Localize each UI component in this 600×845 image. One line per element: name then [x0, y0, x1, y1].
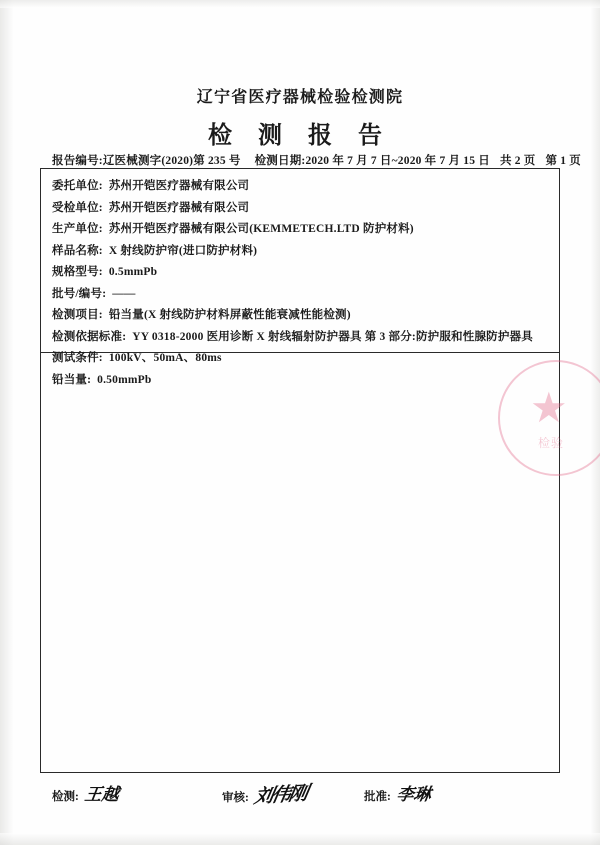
- signature-label: 批准:: [364, 791, 391, 803]
- organization-name: 辽宁省医疗器械检验检测院: [196, 89, 404, 106]
- test-date-value: 2020 年 7 月 7 日~2020 年 7 月 15 日: [305, 155, 490, 167]
- field-row: [52, 284, 552, 306]
- paper-edge-bottom: [0, 833, 600, 845]
- page-current: 第 1 页: [545, 155, 581, 167]
- field-value: X 射线防护帘(进口防护材料): [108, 244, 258, 257]
- paper-edge-top: [0, 0, 600, 8]
- field-value: 100kV、50mA、80ms: [108, 352, 222, 364]
- page-title: 检 测 报 告: [208, 123, 392, 149]
- divider-bottom: [40, 772, 560, 773]
- report-meta-line: [52, 152, 581, 168]
- field-label: 委托单位:: [52, 180, 103, 192]
- signature-tester: [52, 780, 119, 805]
- divider-right-vertical: [559, 168, 560, 772]
- field-row: [52, 219, 552, 241]
- signature-label: 检测:: [52, 791, 79, 803]
- field-label: 检测依据标准:: [52, 330, 127, 343]
- signature-name: 王越: [83, 785, 120, 805]
- divider-left-vertical: [40, 168, 41, 772]
- signature-approver: [364, 780, 431, 805]
- test-date-label: 检测日期:: [254, 155, 306, 167]
- signature-label: 审核:: [222, 792, 249, 804]
- field-row: [52, 198, 552, 220]
- fields-block: [52, 176, 552, 391]
- star-icon: ★: [530, 386, 568, 432]
- field-value: 苏州开铠医疗器械有限公司(KEMMETECH.LTD 防护材料): [108, 223, 414, 235]
- field-value: 苏州开铠医疗器械有限公司: [108, 201, 250, 214]
- field-row: [52, 176, 552, 198]
- seal-text: 检验: [538, 436, 565, 450]
- field-row: [52, 370, 552, 392]
- field-value: ——: [112, 287, 136, 300]
- field-label: 受检单位:: [52, 201, 103, 214]
- field-value: YY 0318-2000 医用诊断 X 射线辐射防护器具 第 3 部分:防护服和性腺防护器具: [132, 330, 533, 343]
- field-label: 铅当量:: [52, 373, 92, 386]
- field-row: [52, 241, 552, 263]
- field-row: [52, 327, 552, 349]
- field-value: 铅当量(X 射线防护材料屏蔽性能衰减性能检测): [108, 309, 351, 321]
- divider-top: [40, 168, 560, 169]
- field-label: 规格型号:: [52, 266, 103, 278]
- field-label: 样品名称:: [52, 244, 103, 257]
- field-row: [52, 305, 552, 327]
- field-label: 生产单位:: [52, 223, 103, 235]
- report-number-label: 报告编号:: [52, 155, 103, 167]
- report-number-value: 辽医械测字(2020)第 235 号: [102, 155, 241, 167]
- field-label: 批号/编号:: [52, 287, 107, 300]
- field-row: [52, 262, 552, 284]
- field-row: [52, 348, 552, 370]
- pages-total: 共 2 页: [499, 155, 536, 167]
- field-value: 0.5mmPb: [108, 266, 158, 278]
- field-label: 测试条件:: [52, 352, 103, 364]
- signature-name: 李琳: [395, 785, 432, 805]
- signature-reviewer: [222, 780, 306, 807]
- field-label: 检测项目:: [52, 309, 103, 321]
- signature-name: 刘伟刚: [252, 782, 308, 808]
- field-value: 0.50mmPb: [97, 373, 152, 386]
- field-value: 苏州开铠医疗器械有限公司: [108, 180, 250, 192]
- signature-bar: [52, 780, 552, 824]
